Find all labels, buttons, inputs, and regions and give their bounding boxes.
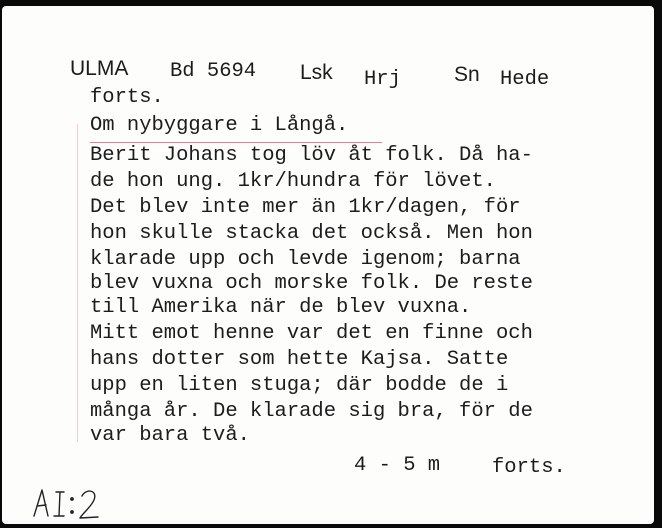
stamp-sn: Sn — [454, 63, 480, 86]
margin-rule — [77, 124, 78, 442]
handwritten-code — [30, 484, 120, 524]
parish-hede: Hede — [500, 68, 550, 91]
stamp-ulma: ULMA — [70, 57, 129, 80]
region-hrj: Hrj — [364, 68, 401, 91]
title-underline — [90, 142, 382, 143]
text-line: Berit Johans tog löv åt folk. Då ha- — [90, 144, 533, 167]
text-line: många år. De klarade sig bra, för de — [90, 400, 533, 423]
text-line: till Amerika när de blev vuxna. — [90, 296, 472, 319]
text-line: hon skulle stacka det också. Men hon — [90, 222, 533, 245]
continued-label: forts. — [492, 456, 566, 479]
text-line: forts. — [90, 86, 164, 109]
archive-card — [2, 6, 654, 524]
page-range: 4 - 5 m — [354, 454, 441, 477]
text-line: hans dotter som hette Kajsa. Satte — [90, 348, 509, 371]
text-line: klarade upp och levde igenom; barna — [90, 248, 521, 271]
text-line: blev vuxna och morske folk. De reste — [90, 272, 533, 295]
volume-number: Bd 5694 — [170, 60, 257, 83]
text-line: Det blev inte mer än 1kr/dagen, för — [90, 196, 521, 219]
stamp-lsk: Lsk — [300, 61, 333, 84]
text-line: de hon ung. 1kr/hundra för lövet. — [90, 170, 496, 193]
text-line-title: Om nybyggare i Långå. — [90, 114, 349, 137]
text-line: var bara två. — [90, 424, 250, 447]
text-line: Mitt emot henne var det en finne och — [90, 322, 533, 345]
text-line: upp en liten stuga; där bodde de i — [90, 374, 509, 397]
